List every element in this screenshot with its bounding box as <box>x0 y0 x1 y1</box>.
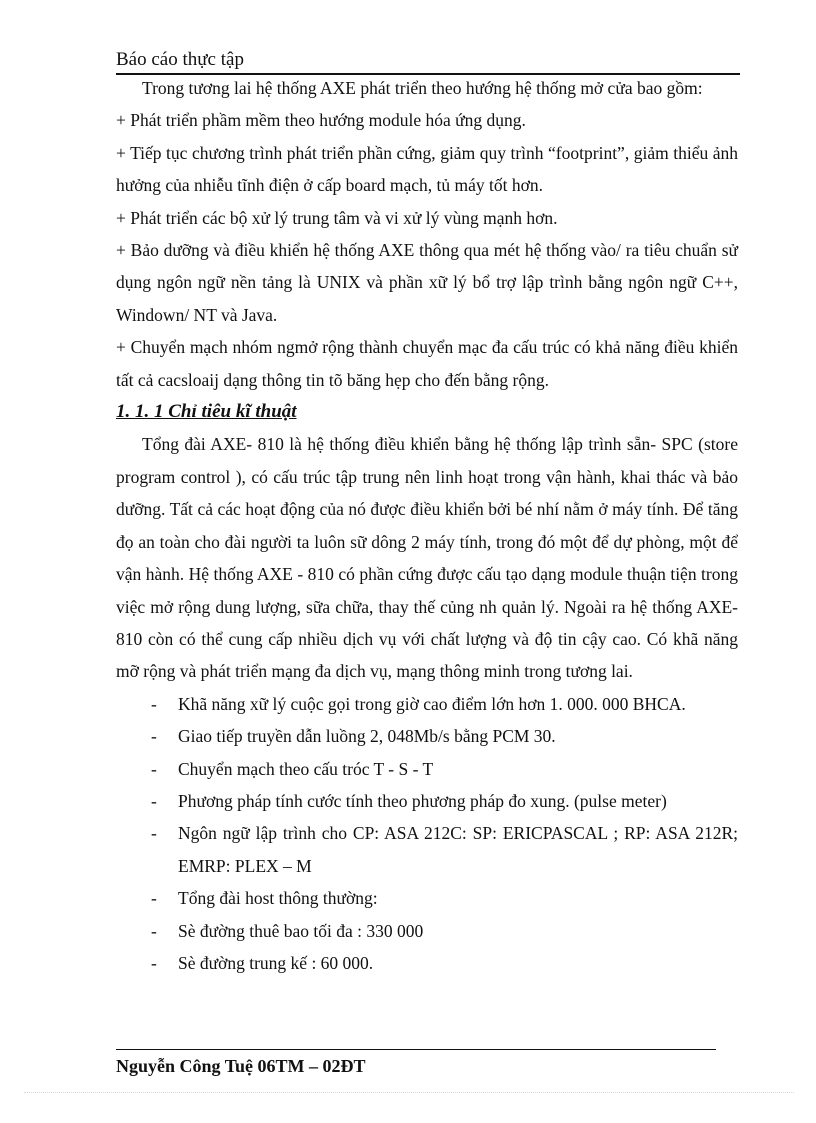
page-footer: Nguyễn Công Tuệ 06TM – 02ĐT <box>116 1056 366 1076</box>
spec-item <box>116 753 738 785</box>
bullet-dash: - <box>151 952 157 973</box>
spec-text: Giao tiếp truyền dẫn luồng 2, 048Mb/s bằng PCM 30. <box>178 726 556 747</box>
spec-item <box>116 720 738 752</box>
bullet-dash: - <box>151 823 157 844</box>
spec-item <box>116 817 738 882</box>
spec-text: Tổng đài host thông thường: <box>178 888 378 909</box>
bullet-dash: - <box>151 693 157 714</box>
footer-rule <box>116 1049 716 1050</box>
spec-list <box>116 688 738 980</box>
page-content <box>116 72 738 979</box>
page-edge-divider <box>24 1092 794 1093</box>
section-heading: 1. 1. 1 Chỉ tiêu kĩ thuật <box>116 401 297 423</box>
spec-text: Sè đường thuê bao tối đa : 330 000 <box>178 920 424 941</box>
spec-item <box>116 688 738 720</box>
page-header: Báo cáo thực tập <box>116 49 244 70</box>
intro-point: + Tiếp tục chương trình phát triển phần cứng, giảm quy trình “footprint”, giảm thiểu ảnh hưởng của nhiễu tĩnh điện ở cấp board mạch, tủ máy tốt hơn. <box>116 142 738 196</box>
intro-point: + Chuyển mạch nhóm ngmở rộng thành chuyển mạc đa cấu trúc có khả năng điều khiển tất cả cacsloaij dạng thông tin tõ băng hẹp cho đến bằng rộng. <box>116 337 738 390</box>
spec-item <box>116 785 738 817</box>
spec-text: Khã năng xữ lý cuộc gọi trong giờ cao điểm lớn hơn 1. 000. 000 BHCA. <box>178 693 686 714</box>
bullet-dash: - <box>151 790 157 811</box>
bullet-dash: - <box>151 758 157 779</box>
spec-text: Phương pháp tính cước tính theo phương pháp đo xung. (pulse meter) <box>178 790 667 811</box>
bullet-dash: - <box>151 888 157 909</box>
spec-text: Chuyển mạch theo cấu tróc T - S - T <box>178 758 434 779</box>
bullet-dash: - <box>151 726 157 747</box>
spec-item <box>116 947 738 979</box>
intro-point: + Phát triển các bộ xử lý trung tâm và vi xử lý vùng mạnh hơn. <box>116 207 558 228</box>
spec-item <box>116 882 738 914</box>
intro-paragraph: Trong tương lai hệ thống AXE phát triển theo hướng hệ thống mở cửa bao gồm: <box>142 78 703 98</box>
intro-point: + Bảo dưỡng và điều khiển hệ thống AXE thông qua mét hệ thống vào/ ra tiêu chuẩn sử dụng ngôn ngữ nền tảng là UNIX và phần xữ lý bổ trợ lập trình bằng ngôn ngữ C++, Windown/ NT và Java. <box>116 240 738 325</box>
spec-text: Sè đường trung kế : 60 000. <box>178 952 374 973</box>
spec-text: Ngôn ngữ lập trình cho CP: ASA 212C: SP: ERICPASCAL ; RP: ASA 212R; EMRP: PLEX – M <box>178 823 738 876</box>
section-paragraph: Tổng đài AXE- 810 là hệ thống điều khiển bằng hệ thống lập trình sẵn- SPC (store program control ), có cấu trúc tập trung nên linh hoạt trong vận hành, khai thác và bảo dưỡng. Tất cả các hoạt động của nó được điều khiển bởi bé nhí nằm ở máy tính. Để tăng đọ an toàn cho đài người ta luôn sữ dông 2 máy tính, trong đó một để dự phòng, một để vận hành. Hệ thống AXE - 810 có phần cứng được cấu tạo dạng module thuận tiện trong việc mở rộng dung lượng, sữa chữa, thay thế củng nh quản lý. Ngoài ra hệ thống AXE- 810 còn có thể cung cấp nhiều dịch vụ với chất lượng và độ tin cậy cao. Có khã năng mỡ rộng và phát triển mạng đa dịch vụ, mạng thông minh trong tương lai. <box>116 434 738 682</box>
bullet-dash: - <box>151 920 157 941</box>
intro-point: + Phát triển phầm mềm theo hướng module hóa ứng dụng. <box>116 110 526 131</box>
spec-item <box>116 915 738 947</box>
